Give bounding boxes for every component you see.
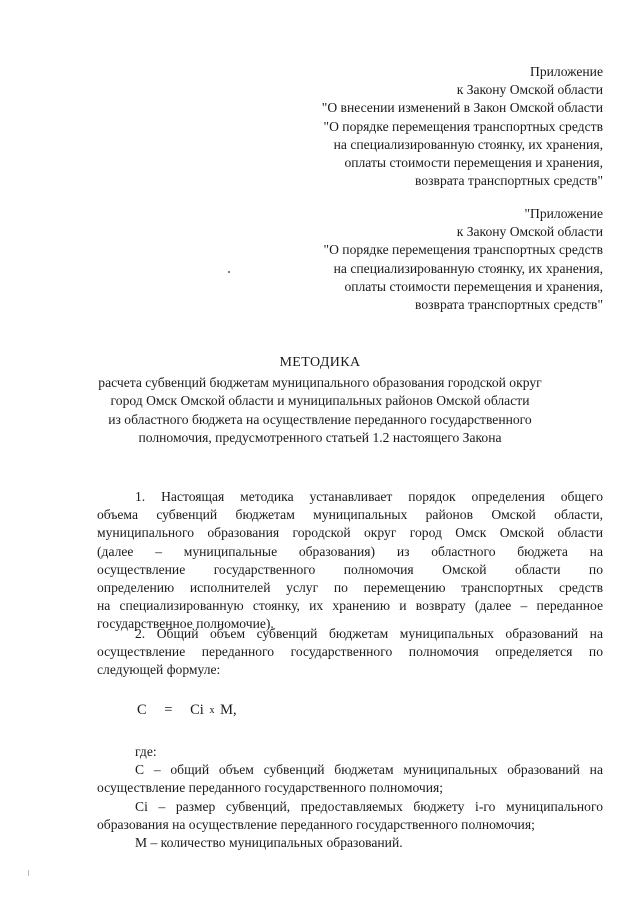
header-line: к Закону Омской области <box>456 224 603 240</box>
subtitle-line: из областного бюджета на осуществление переданного государственного <box>108 411 532 427</box>
formula-multiply: x <box>209 705 215 716</box>
header-line: Приложение <box>530 64 603 79</box>
header-line: возврата транспортных средств" <box>415 297 603 313</box>
scan-speck <box>228 271 230 273</box>
definition-line: С – общий объем субвенций бюджетам муниципальных образований на <box>135 762 603 778</box>
appendix-header-law <box>324 205 603 314</box>
paragraph-line: 1. Настоящая методика устанавливает порядок определения общего <box>135 489 603 504</box>
header-line: оплаты стоимости перемещения и хранения, <box>344 278 603 294</box>
document-title: МЕТОДИКА <box>279 355 361 370</box>
paragraph-line: следующей формуле: <box>97 662 221 678</box>
paragraph-line: определению исполнителей услуг по перемещению транспортных средств <box>97 579 603 595</box>
scan-edge-mark <box>28 870 29 876</box>
paragraph-line: осуществление государственного полномочия Омской области по <box>97 561 603 577</box>
paragraph-line: (далее – муниципальные образования) из областного бюджета на <box>97 543 603 559</box>
paragraph-line: осуществление переданного государственного полномочия определяется по <box>97 644 603 660</box>
subtitle-line: расчета субвенций бюджетам муниципального образования городской округ <box>98 375 542 390</box>
header-line: оплаты стоимости перемещения и хранения, <box>344 155 603 171</box>
definition-line: Сi – размер субвенций, предоставляемых бюджету i-го муниципального <box>135 798 603 814</box>
formula-lhs: С <box>137 702 147 718</box>
formula-equals: = <box>164 702 173 718</box>
header-line: "Приложение <box>524 206 603 221</box>
paragraph-line: на специализированную стоянку, их хранению и возврату (далее – переданное <box>97 598 603 614</box>
formula-definitions <box>97 743 603 852</box>
paragraph-line: муниципального образования городской округ город Омск Омской области <box>97 525 603 541</box>
paragraph-line: 2. Общий объем субвенций бюджетам муниципальных образований на <box>135 626 603 641</box>
paragraph-line: объема субвенций бюджетам муниципальных районов Омской области, <box>97 507 603 523</box>
appendix-header-amendment <box>322 63 603 190</box>
header-line: "О внесении изменений в Закон Омской области <box>321 100 603 116</box>
header-line: на специализированную стоянку, их хранения, <box>333 260 603 276</box>
formula-term-m: М, <box>220 702 237 718</box>
definition-line: М – количество муниципальных образований. <box>135 834 403 850</box>
header-line: "О порядке перемещения транспортных средств <box>323 242 603 258</box>
paragraph-1 <box>97 488 603 634</box>
header-line: "О порядке перемещения транспортных средств <box>323 118 603 134</box>
document-subtitle <box>90 374 550 447</box>
header-line: к Закону Омской области <box>456 82 603 98</box>
subtitle-line: полномочия, предусмотренного статьей 1.2 настоящего Закона <box>138 429 502 445</box>
definition-line: осуществление переданного государственного полномочия; <box>97 780 444 796</box>
paragraph-2 <box>97 625 603 680</box>
subvention-formula <box>137 702 237 719</box>
definition-line: образования на осуществление переданного государственного полномочия; <box>97 816 535 832</box>
formula-term-ci: Сi <box>190 702 204 718</box>
header-line: на специализированную стоянку, их хранения, <box>333 136 603 152</box>
header-line: возврата транспортных средств" <box>415 173 603 189</box>
definition-line: где: <box>135 744 157 759</box>
subtitle-line: город Омск Омской области и муниципальных районов Омской области <box>110 393 530 409</box>
paragraph-line: государственное полномочие). <box>97 616 274 632</box>
